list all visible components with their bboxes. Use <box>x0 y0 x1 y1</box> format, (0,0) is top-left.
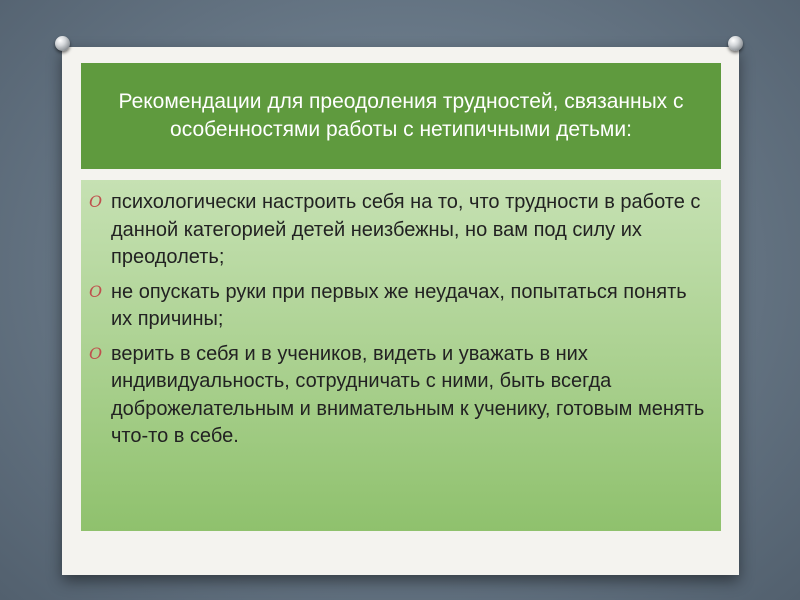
bullet-icon: O <box>89 343 103 363</box>
content-panel <box>81 180 721 531</box>
bullet-icon: O <box>89 192 103 211</box>
bullet-icon: O <box>89 281 103 301</box>
pushpin-icon <box>728 36 743 51</box>
title-band <box>81 63 721 169</box>
recommendation-list <box>89 189 705 451</box>
list-item <box>89 279 705 334</box>
list-item <box>89 341 705 451</box>
pushpin-icon <box>55 36 70 51</box>
list-item-text: верить в себя и в учеников, видеть и уважать в них индивидуальность, сотрудничать с ними, быть всегда доброжелательным и внимательным к ученику, готовым менять что-то в себе. <box>111 342 705 447</box>
list-item-text: психологически настроить себя на то, что трудности в работе с данной категорией детей неизбежны, но вам под силу их преодолеть; <box>111 191 701 268</box>
slide-title: Рекомендации для преодоления трудностей, связанных с особенностями работы с нетипичными детьми: <box>118 90 684 141</box>
list-item-text: не опускать руки при первых же неудачах, попытаться понять их причины; <box>111 280 687 330</box>
list-item <box>89 189 705 272</box>
